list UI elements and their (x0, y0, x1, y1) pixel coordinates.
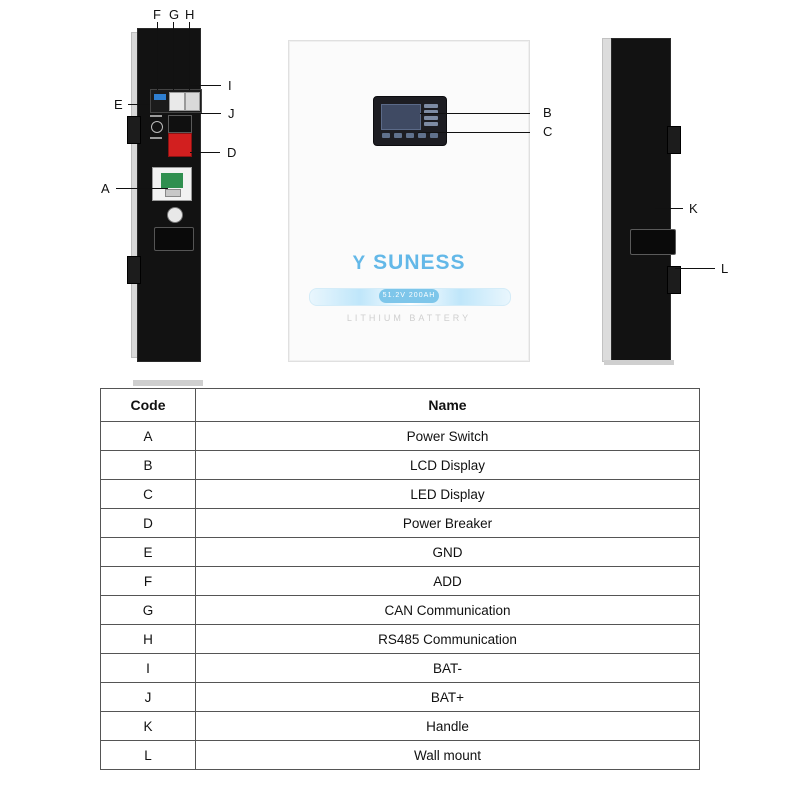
lcd-key-1 (424, 104, 438, 108)
callout-label-k: K (689, 201, 698, 216)
leader-line-f (157, 22, 158, 90)
leader-line-b (420, 113, 530, 114)
cell-code: C (101, 480, 196, 509)
column-header-name: Name (196, 389, 700, 422)
column-header-code: Code (101, 389, 196, 422)
leader-line-e (128, 104, 150, 105)
power-switch (167, 207, 183, 223)
lcd-display (373, 96, 447, 146)
table-row (101, 683, 700, 712)
callout-label-h: H (185, 7, 195, 22)
callout-label-a: A (101, 181, 110, 196)
leader-line-i (189, 85, 221, 86)
table-row (101, 654, 700, 683)
lcd-keypad (424, 104, 439, 128)
gnd-line-upper (150, 115, 162, 117)
right-view-body (611, 38, 671, 362)
power-breaker-window (161, 173, 183, 188)
front-view (288, 40, 530, 362)
led-indicator-1 (382, 133, 390, 138)
table-row (101, 712, 700, 741)
leader-line-c (418, 132, 530, 133)
wall-mount-bracket-upper-left (127, 116, 141, 144)
table-row (101, 596, 700, 625)
leader-line-k (655, 208, 683, 209)
left-view-base (133, 380, 203, 386)
table-row (101, 625, 700, 654)
cell-name: LED Display (196, 480, 700, 509)
led-indicator-4 (418, 133, 426, 138)
cell-code: F (101, 567, 196, 596)
cell-name: BAT- (196, 654, 700, 683)
leader-line-j (189, 113, 221, 114)
cell-code: B (101, 451, 196, 480)
table-row (101, 509, 700, 538)
power-breaker-lever (165, 189, 181, 197)
cell-code: K (101, 712, 196, 741)
gnd-line-lower (150, 137, 162, 139)
leader-line-h (189, 22, 190, 90)
right-view-base (604, 360, 674, 365)
cell-name: ADD (196, 567, 700, 596)
cell-name: Power Switch (196, 422, 700, 451)
legend-table (100, 388, 700, 770)
wall-mount-bracket-lower-right (667, 266, 681, 294)
callout-label-b: B (543, 105, 552, 120)
right-side-view (602, 38, 677, 363)
cell-name: Wall mount (196, 741, 700, 770)
lcd-key-4 (424, 122, 438, 126)
cell-name: LCD Display (196, 451, 700, 480)
cell-code: J (101, 683, 196, 712)
gnd-terminal (151, 121, 163, 133)
cell-name: Handle (196, 712, 700, 741)
cell-name: CAN Communication (196, 596, 700, 625)
cell-code: I (101, 654, 196, 683)
communication-port-strip (150, 89, 202, 113)
led-indicator-5 (430, 133, 438, 138)
cell-name: RS485 Communication (196, 625, 700, 654)
cell-code: H (101, 625, 196, 654)
bat-negative-terminal (168, 115, 192, 133)
table-row (101, 451, 700, 480)
spec-pill (309, 288, 509, 304)
led-indicator-3 (406, 133, 414, 138)
callout-label-g: G (169, 7, 180, 22)
leader-line-a (116, 188, 168, 189)
cell-code: E (101, 538, 196, 567)
bat-positive-terminal (168, 133, 192, 157)
leader-line-l (675, 268, 715, 269)
cell-code: G (101, 596, 196, 625)
table-row (101, 538, 700, 567)
lcd-key-3 (424, 116, 438, 120)
callout-label-j: J (228, 106, 235, 121)
cell-name: Power Breaker (196, 509, 700, 538)
cell-name: BAT+ (196, 683, 700, 712)
can-communication-port (169, 92, 185, 111)
leader-line-d (190, 152, 220, 153)
lcd-screen (381, 104, 421, 130)
left-side-view (131, 28, 206, 360)
product-diagram (0, 0, 800, 375)
left-view-body (137, 28, 201, 362)
callout-label-f: F (153, 7, 161, 22)
left-view-handle (154, 227, 194, 251)
table-row (101, 422, 700, 451)
table-row (101, 567, 700, 596)
wall-mount-bracket-lower-left (127, 256, 141, 284)
callout-label-i: I (228, 78, 232, 93)
callout-label-l: L (721, 261, 729, 276)
led-display (382, 133, 438, 140)
callout-label-e: E (114, 97, 123, 112)
cell-code: L (101, 741, 196, 770)
cell-name: GND (196, 538, 700, 567)
brand-logo (289, 251, 529, 275)
add-dip-switch (154, 94, 166, 100)
cell-code: D (101, 509, 196, 538)
brand-mark-icon: Υ (352, 253, 367, 274)
callout-label-d: D (227, 145, 237, 160)
table-row (101, 741, 700, 770)
leader-line-g (173, 22, 174, 90)
led-indicator-2 (394, 133, 402, 138)
rs485-communication-port (185, 92, 200, 111)
callout-label-c: C (543, 124, 553, 139)
brand-name: SUNESS (373, 251, 466, 274)
power-breaker (152, 167, 192, 201)
handle (630, 229, 676, 255)
table-header-row (101, 389, 700, 422)
wall-mount-bracket-upper-right (667, 126, 681, 154)
sub-brand-label: LITHIUM BATTERY (346, 313, 472, 323)
cell-code: A (101, 422, 196, 451)
spec-pill-label: 51.2V 200AH (382, 292, 436, 299)
table-row (101, 480, 700, 509)
